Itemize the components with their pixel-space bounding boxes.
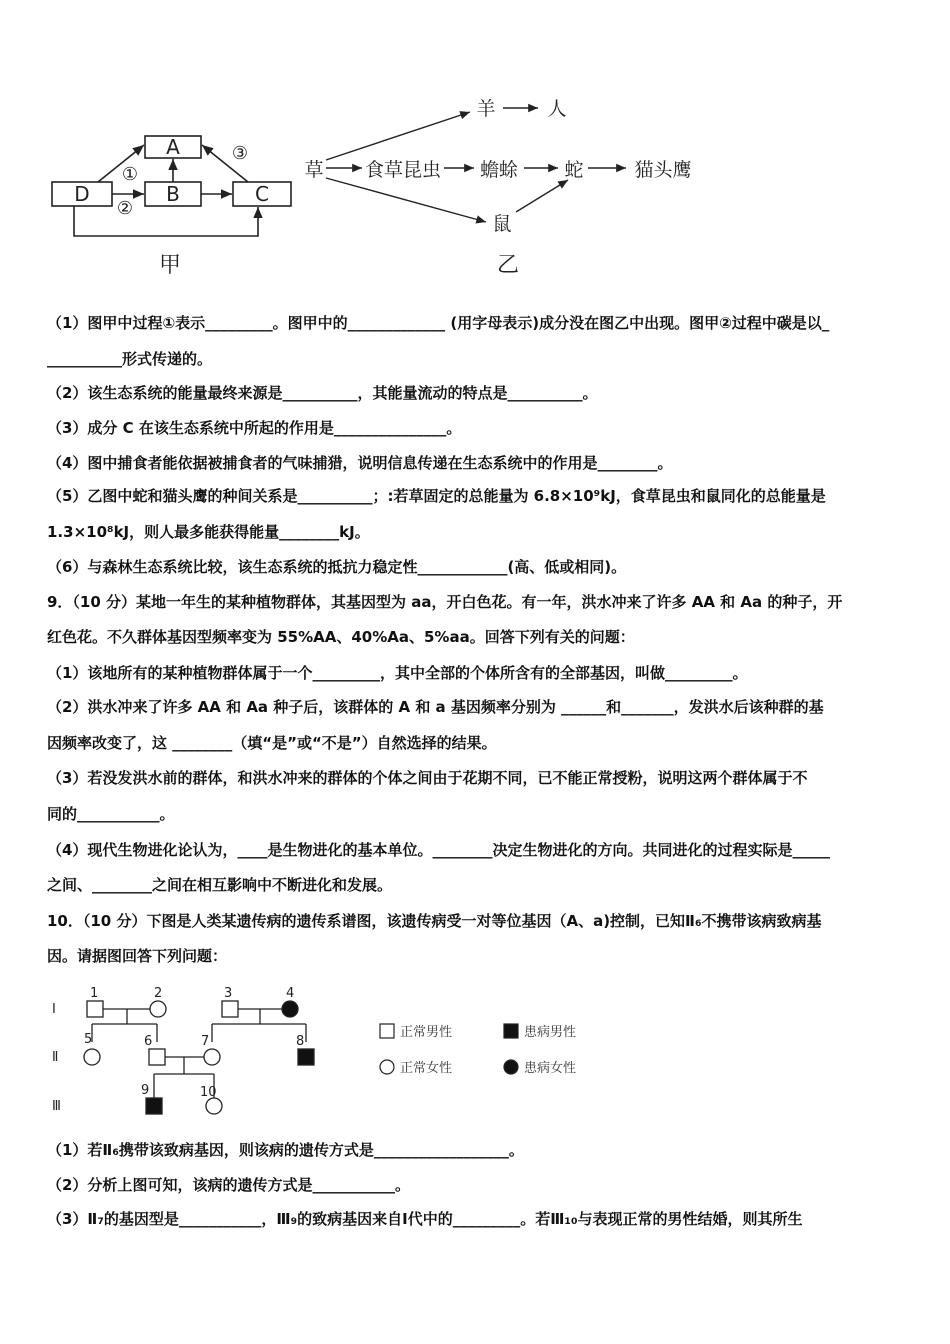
node-a-label: A [166, 135, 180, 159]
node-ren: 人 [547, 98, 567, 120]
q8-line-8: （6）与森林生态系统比较，该生态系统的抵抗力稳定性____________(高、低或相同)。 [47, 558, 627, 576]
id-2: 2 [154, 986, 163, 1001]
legend-normal-male-symbol [380, 1024, 394, 1038]
legend-affected-female: 患病女性 [524, 1061, 577, 1076]
person-9-affected-male [146, 1098, 162, 1114]
legend-normal-female-symbol [380, 1060, 394, 1074]
node-chanchu: 蟾蜍 [479, 159, 519, 181]
id-9: 9 [141, 1083, 150, 1098]
q10-line-2: 因。请据图回答下列问题： [47, 947, 228, 965]
q9-line-5: 因频率改变了，这 ________（填“是”或“不是”）自然选择的结果。 [47, 734, 497, 752]
person-8-affected-male [298, 1049, 314, 1065]
q9-line-1: 9．（10 分）某地一年生的某种植物群体，其基因型为 aa，开白色花。有一年，洪水冲来了许多 AA 和 Aa 的种子，开 [47, 593, 843, 611]
legend-affected-female-symbol [504, 1060, 518, 1074]
legend-affected-male-symbol [504, 1024, 518, 1038]
id-3: 3 [224, 986, 233, 1001]
q9-line-6: （3）若没发洪水前的群体，和洪水冲来的群体的个体之间由于花期不同，已不能正常授粉，说明这两个群体属于不 [47, 769, 808, 787]
q8-line-4: （3）成分 C 在该生态系统中所起的作用是_______________。 [47, 419, 462, 437]
id-8: 8 [296, 1034, 305, 1049]
marker-2: ② [116, 198, 134, 219]
person-6-normal-male [149, 1049, 165, 1065]
person-4-affected-female [282, 1001, 298, 1017]
marker-1: ① [121, 164, 139, 185]
caption-jia: 甲 [158, 253, 182, 278]
person-2-normal-female [150, 1001, 166, 1017]
caption-yi: 乙 [496, 253, 520, 278]
q9-line-7: 同的___________。 [47, 805, 175, 823]
id-1: 1 [90, 986, 99, 1001]
person-1-normal-male [87, 1001, 103, 1017]
node-b-label: B [166, 182, 180, 206]
person-3-normal-male [222, 1001, 238, 1017]
q10-line-3: （1）若Ⅱ₆携带该致病基因，则该病的遗传方式是__________________。 [47, 1141, 524, 1159]
id-4: 4 [286, 986, 295, 1001]
generation-2: Ⅱ [52, 1050, 59, 1065]
q8-line-7: 1.3×10⁸kJ，则人最多能获得能量________kJ。 [47, 523, 370, 541]
person-5-normal-female [84, 1049, 100, 1065]
node-shu: 鼠 [492, 213, 512, 235]
q8-line-5: （4）图中捕食者能依据被捕食者的气味捕猎，说明信息传递在生态系统中的作用是________。 [47, 454, 673, 472]
q8-line-2: __________形式传递的。 [47, 350, 213, 368]
legend-normal-female: 正常女性 [400, 1061, 453, 1076]
id-7: 7 [201, 1034, 210, 1049]
q9-line-8: （4）现代生物进化论认为，____是生物进化的基本单位。________决定生物进化的方向。共同进化的过程实际是_____ [47, 841, 830, 859]
legend-normal-male: 正常男性 [400, 1025, 453, 1040]
node-kunchong: 食草昆虫 [364, 159, 442, 181]
node-c-label: C [255, 182, 269, 206]
generation-1: Ⅰ [52, 1002, 56, 1017]
q8-line-6: （5）乙图中蛇和猫头鹰的种间关系是__________；:若草固定的总能量为 6.8×10⁹kJ，食草昆虫和鼠同化的总能量是 [47, 487, 826, 505]
q9-line-9: 之间、________之间在相互影响中不断进化和发展。 [47, 876, 393, 894]
id-10: 10 [200, 1085, 217, 1100]
q10-line-5: （3）Ⅱ₇的基因型是___________，Ⅲ₉的致病基因来自Ⅰ代中的_________。若Ⅲ₁₀与表现正常的男性结婚，则其所生 [47, 1210, 803, 1228]
node-she: 蛇 [564, 159, 584, 181]
q9-line-2: 红色花。不久群体基因型频率变为 55%AA、40%Aa、5%aa。回答下列有关的问题： [47, 628, 635, 646]
figure-food-web [0, 0, 950, 300]
q9-line-4: （2）洪水冲来了许多 AA 和 Aa 种子后，该群体的 A 和 a 基因频率分别为 ______和_______，发洪水后该种群的基 [47, 698, 824, 716]
person-10-normal-female [206, 1098, 222, 1114]
id-5: 5 [84, 1032, 93, 1047]
legend-affected-male: 患病男性 [524, 1025, 577, 1040]
q9-line-3: （1）该地所有的某种植物群体属于一个_________，其中全部的个体所含有的全部基因，叫做_________。 [47, 664, 748, 682]
generation-3: Ⅲ [52, 1099, 61, 1114]
q8-line-1: （1）图甲中过程①表示_________。图甲中的_____________ (用字母表示)成分没在图乙中出现。图甲②过程中碳是以_ [47, 314, 830, 332]
pedigree-chart [40, 980, 660, 1120]
q10-line-1: 10．（10 分）下图是人类某遗传病的遗传系谱图，该遗传病受一对等位基因（A、a)控制，已知Ⅱ₆不携带该病致病基 [47, 912, 822, 930]
node-yang: 羊 [476, 98, 496, 120]
q8-line-3: （2）该生态系统的能量最终来源是__________，其能量流动的特点是__________。 [47, 384, 598, 402]
id-6: 6 [144, 1034, 153, 1049]
node-d-label: D [74, 182, 90, 206]
marker-3: ③ [231, 143, 249, 164]
q10-line-4: （2）分析上图可知，该病的遗传方式是___________。 [47, 1176, 410, 1194]
node-cao: 草 [304, 159, 324, 181]
person-7-normal-female [204, 1049, 220, 1065]
node-maotouying: 猫头鹰 [634, 159, 692, 181]
